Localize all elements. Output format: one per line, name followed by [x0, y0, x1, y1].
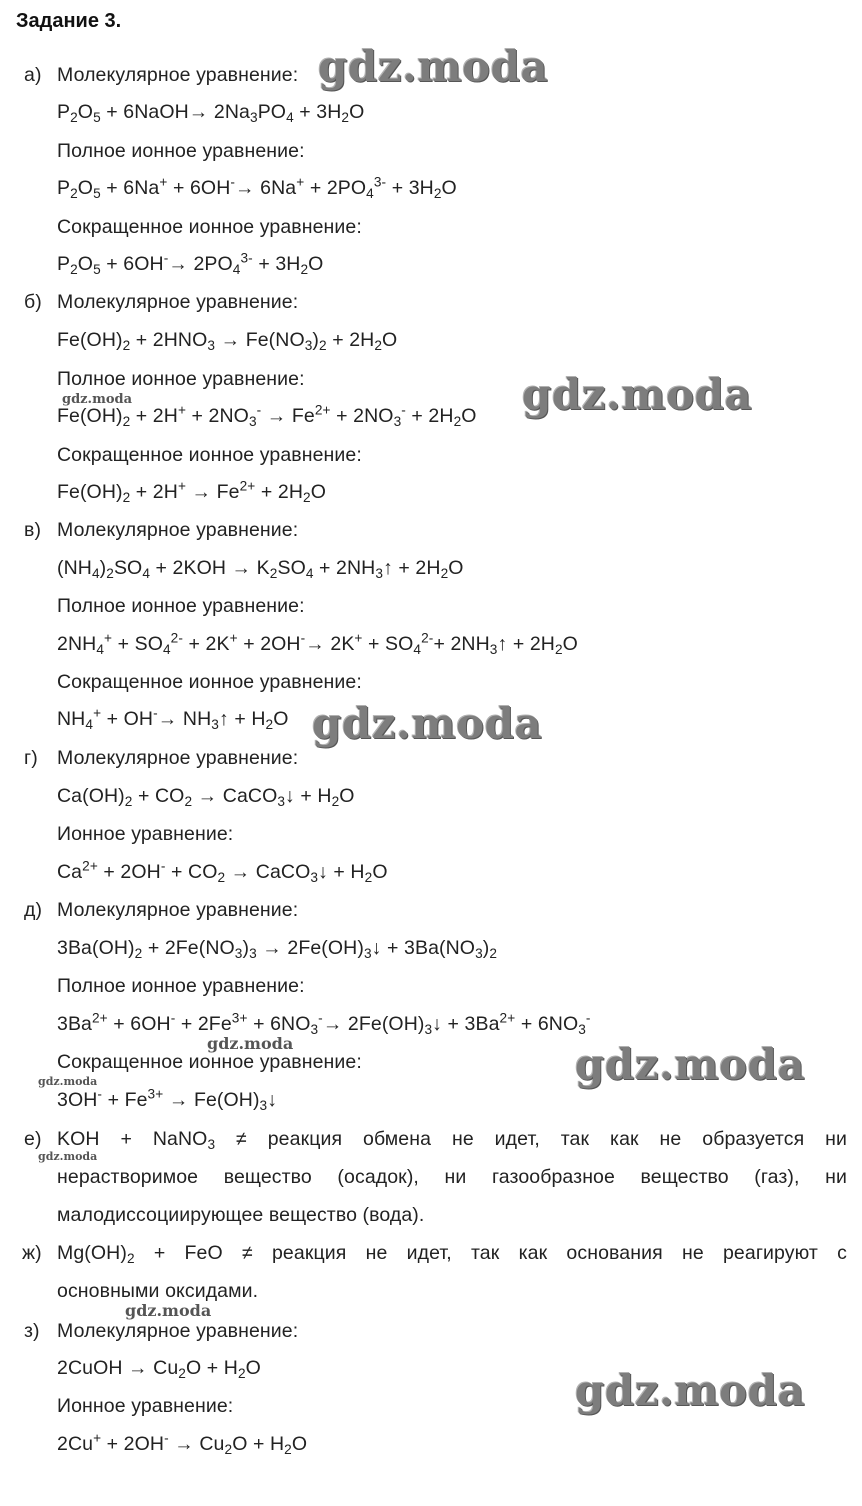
label-z-molecular: Молекулярное уравнение: — [57, 1320, 299, 1342]
e-line-2: нерастворимое вещество (осадок), ни газообразное вещество (газ), ни — [57, 1166, 847, 1188]
label-d-short: Сокращенное ионное уравнение: — [57, 1051, 362, 1073]
label-b-short: Сокращенное ионное уравнение: — [57, 444, 362, 466]
watermark-small: gdz.moda — [62, 392, 133, 407]
label-d-full: Полное ионное уравнение: — [57, 975, 305, 997]
marker-zh: ж) — [22, 1242, 42, 1264]
label-d-molecular: Молекулярное уравнение: — [57, 899, 299, 921]
label-v-full: Полное ионное уравнение: — [57, 595, 305, 617]
eq-a-short: $P_2O_5 + 6OH^-\to 2PO_4^{3-} + 3H_2O$ — [57, 250, 324, 277]
eq-d-short: $3OH^- + Fe^{3+}$ → $Fe(OH)_3↓$ — [57, 1086, 278, 1113]
zh-line-1: $Mg(OH)_2$ + FeO ≠ реакция не идет, так как основания не реагируют с — [57, 1242, 847, 1266]
watermark: gdz.moda — [575, 1366, 806, 1415]
watermark-small: gdz.moda — [207, 1034, 294, 1053]
eq-v-full: $2NH_4^+ + SO_4^{2-} + 2K^+ + 2OH^-\to 2K^+ + SO_4^{2-}+$ $2NH_3↑ + 2H_2O$ — [57, 630, 578, 657]
watermark-small: gdz.moda — [38, 1150, 98, 1163]
marker-e: е) — [24, 1128, 42, 1150]
marker-d: д) — [24, 899, 43, 921]
task-title: Задание 3. — [16, 10, 122, 32]
label-g-ionic: Ионное уравнение: — [57, 823, 234, 845]
label-a-short: Сокращенное ионное уравнение: — [57, 216, 362, 238]
marker-z: з) — [24, 1320, 40, 1342]
label-a-molecular: Молекулярное уравнение: — [57, 64, 299, 86]
watermark: gdz.moda — [318, 42, 549, 91]
eq-z-ionic: $2Cu^+ + 2OH^- \to Cu_2O + H_2O$ — [57, 1430, 308, 1457]
e-line-3: малодиссоциирующее вещество (вода). — [57, 1204, 425, 1226]
marker-b: б) — [24, 291, 42, 313]
watermark-small: gdz.moda — [38, 1075, 98, 1088]
e-line-1: KOH + NaNO$_3$ ≠ реакция обмена не идет, так как не образуется ни — [57, 1128, 847, 1152]
label-b-molecular: Молекулярное уравнение: — [57, 291, 299, 313]
label-z-ionic: Ионное уравнение: — [57, 1395, 234, 1417]
marker-a: а) — [24, 64, 42, 86]
eq-g-ionic: $Ca^{2+} + 2OH^- + CO_2$ → CaCO$_3$↓ + $H_2O$ — [57, 858, 388, 885]
label-v-molecular: Молекулярное уравнение: — [57, 519, 299, 541]
eq-g-molecular: $Ca(OH)_2 + CO_2$ → CaCO$_3$↓ + $H_2O$ — [57, 785, 355, 809]
eq-a-molecular: $P_2O_5$ + 6NaOH→ $2Na_3PO_4 + 3H_2O$ — [57, 101, 365, 125]
label-b-full: Полное ионное уравнение: — [57, 368, 305, 390]
watermark-small: gdz.moda — [125, 1301, 212, 1320]
eq-z-molecular: 2CuOH → $Cu_2O + H_2O$ — [57, 1357, 261, 1381]
eq-b-full: $Fe(OH)_2 + 2H^+ + 2NO_3^- \to Fe^{2+} + 2NO_3^- + 2H_2O$ — [57, 402, 477, 429]
watermark: gdz.moda — [575, 1040, 806, 1089]
eq-a-full: $P_2O_5 + 6Na^+ + 6OH^-\to 6Na^+ + 2PO_4^{3-} + 3H_2O$ — [57, 174, 457, 201]
eq-b-molecular: $Fe(OH)_2 + 2HNO_3 \to Fe(NO_3)_2 + 2H_2O$ — [57, 329, 398, 353]
marker-g: г) — [24, 747, 38, 769]
marker-v: в) — [24, 519, 42, 541]
eq-d-full: $3Ba^{2+} + 6OH^- + 2Fe^{3+} + 6NO_3^-\to$ $2Fe(OH)_3↓ + 3Ba^{2+} + 6NO_3^-$ — [57, 1010, 591, 1037]
eq-b-short: $Fe(OH)_2 + 2H^+ \to Fe^{2+} + 2H_2O$ — [57, 478, 326, 505]
eq-v-short: $NH_4^+ + OH^-\to$ $NH_3↑ + H_2O$ — [57, 705, 289, 732]
label-g-molecular: Молекулярное уравнение: — [57, 747, 299, 769]
watermark: gdz.moda — [312, 699, 543, 748]
watermark: gdz.moda — [522, 370, 753, 419]
label-v-short: Сокращенное ионное уравнение: — [57, 671, 362, 693]
eq-d-molecular: $3Ba(OH)_2 + 2Fe(NO_3)_3$ → $2Fe(OH)_3↓ + 3Ba(NO_3)_2$ — [57, 937, 498, 961]
label-a-full: Полное ионное уравнение: — [57, 140, 305, 162]
zh-line-2: основными оксидами. — [57, 1280, 259, 1302]
eq-v-molecular: $(NH_4)_2SO_4 + 2KOH \to K_2SO_4$ + $2NH_3↑ + 2H_2O$ — [57, 557, 464, 581]
